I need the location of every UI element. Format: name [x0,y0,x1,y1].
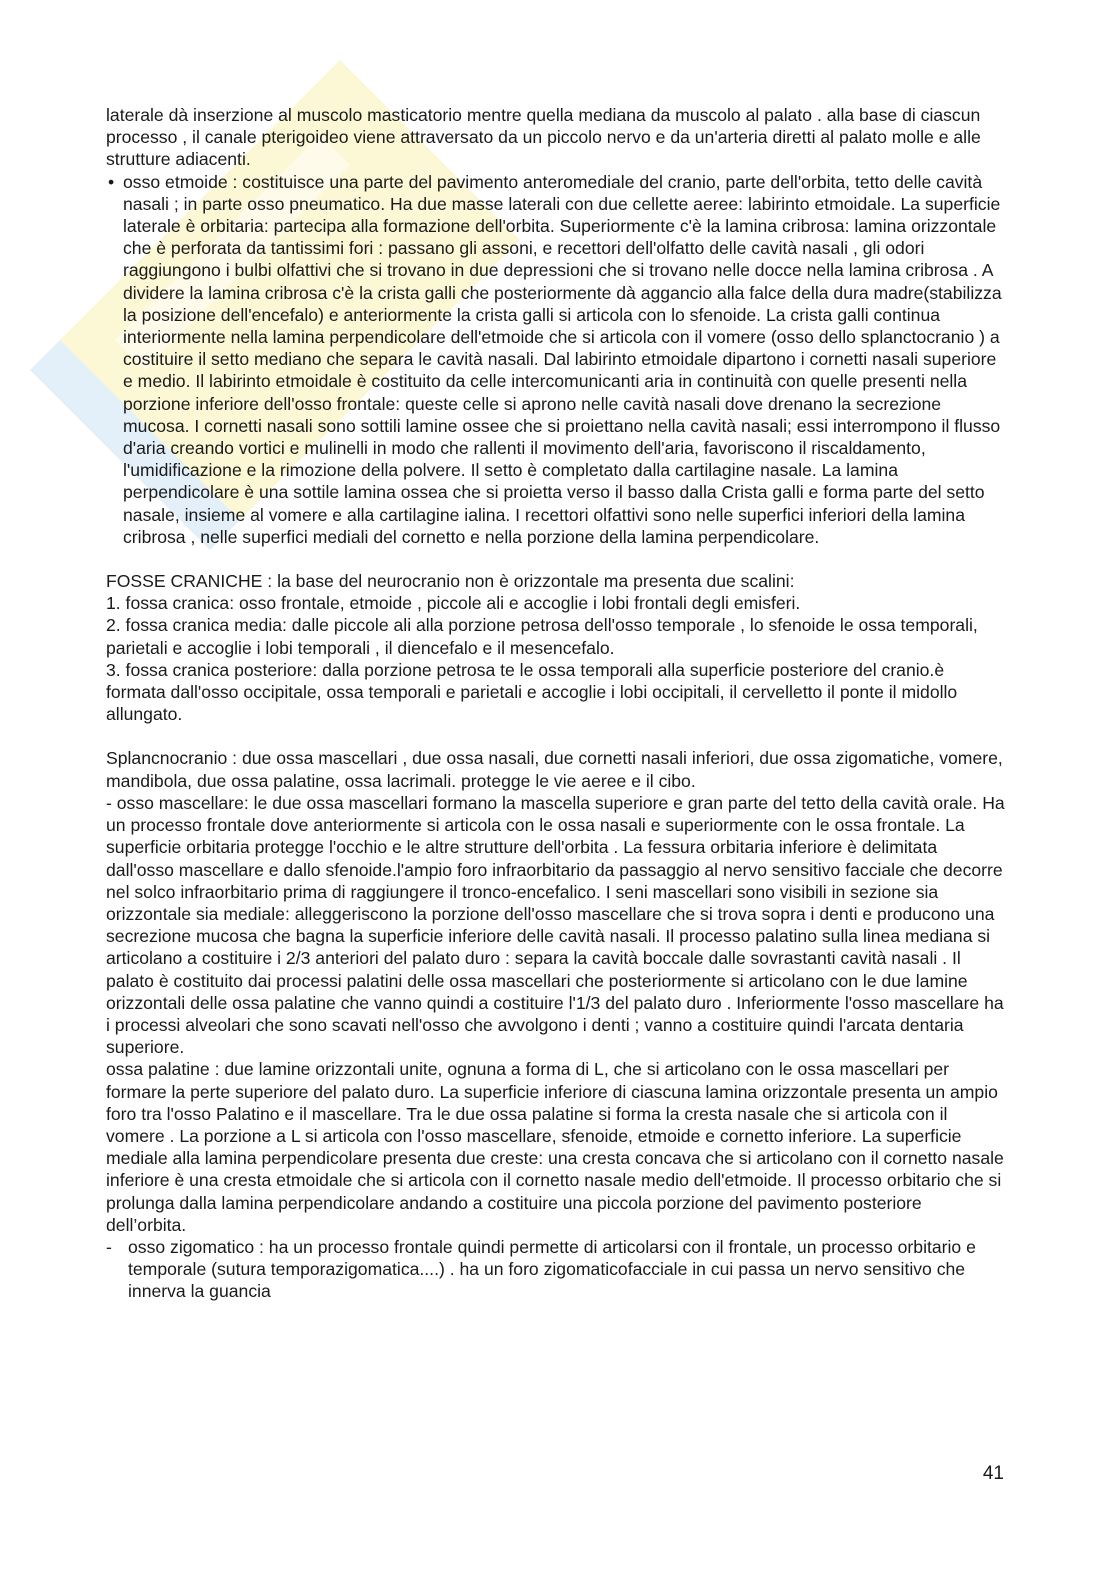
paragraph-mascellare: - osso mascellare: le due ossa mascellari formano la mascella superiore e gran parte del tetto della cavità orale. Ha un processo frontale dove anteriormente si articola con le ossa nasali e superiormente con le ossa frontale. La superficie orbitaria protegge l'occhio e le altre strutture dell'orbita . La fessura orbitaria inferiore è delimitata dall'osso mascellare e dallo sfenoide.l'ampio foro infraorbitario da passaggio al nervo sensitivo facciale che decorre nel solco infraorbitario prima di raggiungere il tronco-encefalico. I seni mascellari sono visibili in sezione sia orizzontale sia mediale: alleggeriscono la porzione dell'osso mascellare che si trova sopra i denti e producono una secrezione mucosa che bagna la superficie inferiore delle cavità nasali. Il processo palatino sulla linea mediana si articolano a costituire i 2/3 anteriori del palato duro : separa la cavità boccale dalle sovrastanti cavità nasali . Il palato è costituito dai processi palatini delle ossa mascellari che posteriormente si articolano con le due lamine orizzontali delle ossa palatine che vanno quindi a costituire l'1/3 del palato duro . Inferiormente l'osso mascellare ha i processi alveolari che sono scavati nell'osso che avvolgono i denti ; vanno a costituire quindi l'arcata dentaria superiore. [106,792,1005,1058]
paragraph-palatine: ossa palatine : due lamine orizzontali unite, ognuna a forma di L, che si articolano con le ossa mascellari per formare la perte superiore del palato duro. La superficie inferiore di ciascuna lamina orizzontale presenta un ampio foro tra l'osso Palatino e il mascellare. Tra le due ossa palatine si forma la cresta nasale che si articola con il vomere . La porzione a L si articola con l'osso mascellare, sfenoide, etmoide e cornetto inferiore. La superficie mediale alla lamina perpendicolare presenta due creste: una cresta concava che si articolano con il cornetto nasale inferiore è una cresta etmoidale che si articola con il cornetto nasale medio dell'etmoide. Il processo orbitario che si prolunga dalla lamina perpendicolare andando a costituire una piccola porzione del pavimento posteriore dell’orbita. [106,1059,1004,1235]
fosse-item-2: 2. fossa cranica media: dalle piccole ali alla porzione petrosa dell'osso temporale , lo sfenoide le ossa temporali, parietali e accoglie i lobi temporali , il diencefalo e il mesencefalo. [106,615,978,658]
bullet-marker: • [108,171,115,192]
fosse-item-3: 3. fossa cranica posteriore: dalla porzione petrosa te le ossa temporali alla superficie posteriore del cranio.è formata dall'osso occipitale, ossa temporali e parietali e accoglie i lobi occipitali, il cervelletto il ponte il midollo allungato. [106,659,958,725]
fosse-item-1: 1. fossa cranica: osso frontale, etmoide , piccole ali e accoglie i lobi frontali degli emisferi. [106,593,801,614]
dash-item-zigomatico [106,1236,1006,1303]
paragraph-zigomatico: osso zigomatico : ha un processo frontale quindi permette di articolarsi con il frontale, un processo orbitario e temporale (sutura temporazigomatica....) . ha un foro zigomaticofacciale in cui passa un nervo sensitivo che innerva la guancia [128,1236,976,1302]
paragraph-pterigoideo: laterale dà inserzione al muscolo masticatorio mentre quella mediana da muscolo al palato . alla base di ciascun processo , il canale pterigoideo viene attraversato da un piccolo nervo e da un'arteria diretti al palato molle e alle strutture adiacenti. [106,105,981,170]
dash-marker: - [106,1236,112,1257]
page-text [106,104,1006,1303]
paragraph-etmoide: osso etmoide : costituisce una parte del pavimento anteromediale del cranio, parte dell'orbita, tetto delle cavità nasali ; in parte osso pneumatico. Ha due masse laterali con due cellette aeree: labirinto etmoidale. La superficie laterale è orbitaria: partecipa alla formazione dell'orbita. Superiormente c'è la lamina cribrosa: lamina orizzontale che è perforata da tantissimi fori : passano gli assoni, e recettori dell'olfatto delle cavità nasali , gli odori raggiungono i bulbi olfattivi che si trovano in due depressioni che si trovano nelle docce nella lamina cribrosa . A dividere la lamina cribrosa c'è la crista galli che posteriormente dà aggancio alla falce della dura madre(stabilizza la posizione dell'encefalo) e anteriormente la crista galli si articola con lo sfenoide. La crista galli continua interiormente nella lamina perpendicolare dell'etmoide che si articola con il vomere (osso dello splanctocranio ) a costituire il setto mediano che separa le cavità nasali. Dal labirinto etmoidale dipartono i cornetti nasali superiore e medio. Il labirinto etmoidale è costituito da celle intercomunicanti aria in continuità con quelle presenti nella porzione inferiore dell'osso frontale: queste celle si aprono nelle cavità nasali dove drenano la secrezione mucosa. I cornetti nasali sono sottili lamine ossee che si proiettano nella cavità nasali; essi interrompono il flusso d'aria creando vortici e mulinelli in modo che rallenti il movimento dell'aria, favoriscono il riscaldamento, l'umidificazione e la rimozione della polvere. Il setto è completato dalla cartilagine nasale. La lamina perpendicolare è una sottile lamina ossea che si proietta verso il basso dalla Crista galli e forma parte del setto nasale, insieme al vomere e alla cartilagine ialina. I recettori olfattivi sono nelle superfici inferiori della lamina cribrosa , nelle superfici mediali del cornetto e nella porzione della lamina perpendicolare. [123,171,1002,547]
paragraph-spacer [106,725,1006,747]
bullet-item-etmoide [106,171,1006,548]
fosse-craniche-intro: FOSSE CRANICHE : la base del neurocranio non è orizzontale ma presenta due scalini: [106,571,795,592]
splancnocranio-intro: Splancnocranio : due ossa mascellari , due ossa nasali, due cornetti nasali inferiori, due ossa zigomatiche, vomere, mandibola, due ossa palatine, ossa lacrimali. protegge le vie aeree e il cibo. [106,748,1003,791]
paragraph-spacer [106,548,1006,570]
page-number: 41 [982,1463,1004,1484]
